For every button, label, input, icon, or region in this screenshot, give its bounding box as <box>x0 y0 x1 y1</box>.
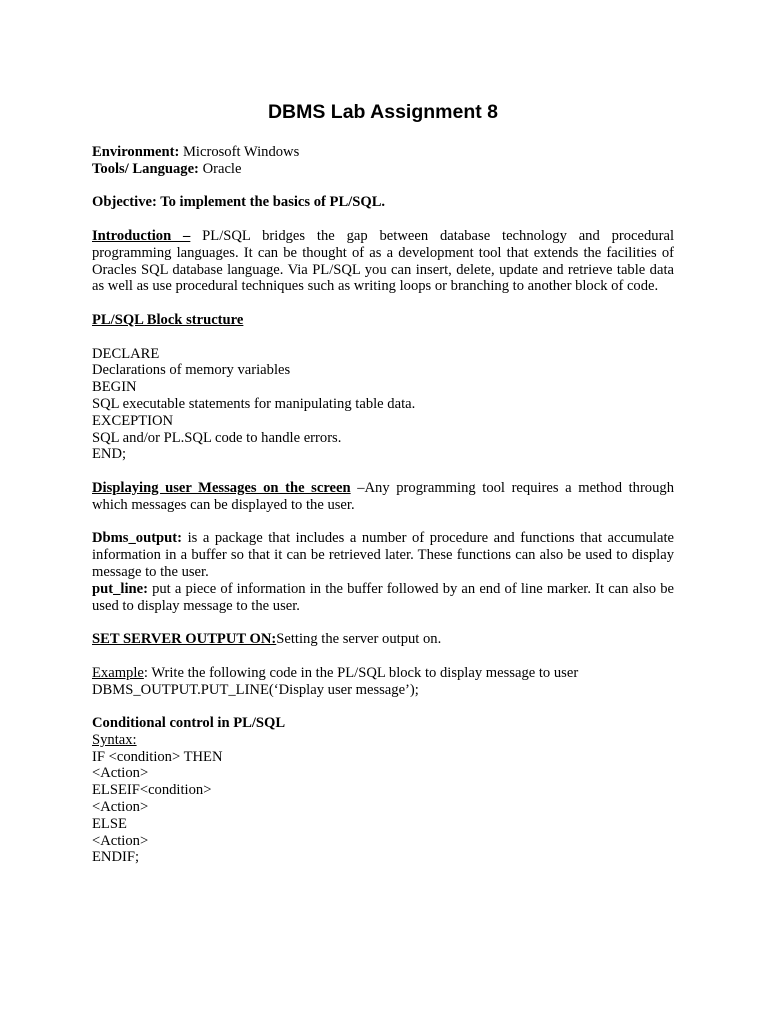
example-label: Example <box>92 664 144 681</box>
conditional-heading: Conditional control in PL/SQL <box>92 715 286 732</box>
spacer <box>92 329 674 346</box>
code-line: Declarations of memory variables <box>92 362 291 379</box>
spacer <box>92 648 674 665</box>
code-line: DECLARE <box>92 345 160 362</box>
tools-line <box>92 161 674 178</box>
code-line: <Action> <box>92 799 149 816</box>
displaying-paragraph <box>92 480 674 514</box>
introduction-paragraph <box>92 228 674 295</box>
put-line-paragraph <box>92 581 674 615</box>
code-line: IF <condition> THEN <box>92 748 223 765</box>
example-code: DBMS_OUTPUT.PUT_LINE(‘Display user message’); <box>92 681 419 698</box>
block-structure-heading: PL/SQL Block structure <box>92 311 244 328</box>
environment-label: Environment: <box>92 144 180 160</box>
tools-value: Oracle <box>198 160 242 177</box>
environment-value: Microsoft Windows <box>179 144 300 160</box>
example-paragraph <box>92 665 674 682</box>
document-title: DBMS Lab Assignment 8 <box>267 101 499 123</box>
syntax-label: Syntax: <box>92 731 137 748</box>
dbms-output-label: Dbms_output: <box>92 530 183 547</box>
dbms-output-paragraph <box>92 530 674 580</box>
spacer <box>92 514 674 531</box>
displaying-text: –Any programming tool requires a method through which messages can be displayed to the user. <box>92 479 674 513</box>
set-server-label: SET SERVER OUTPUT ON: <box>92 631 277 648</box>
set-server-text: Setting the server output on. <box>276 631 442 648</box>
code-line: BEGIN <box>92 379 137 396</box>
set-server-paragraph <box>92 631 674 648</box>
introduction-text: PL/SQL bridges the gap between database technology and procedural programming languages. It can be thought of as a development tool that extends the facilities of Oracles SQL database language. Via PL/SQL you can insert, delete, update and retrieve table data as well as use procedural techniques such as writing loops or branching to another block of code. <box>92 227 674 295</box>
code-line: ELSEIF<condition> <box>92 782 212 799</box>
spacer <box>92 295 674 312</box>
document-body <box>92 144 674 866</box>
code-line: ELSE <box>92 815 127 832</box>
objective-line: Objective: To implement the basics of PL/SQL. <box>92 194 386 211</box>
spacer <box>92 698 674 715</box>
spacer <box>92 211 674 228</box>
example-text: : Write the following code in the PL/SQL block to display message to user <box>143 664 579 681</box>
code-line: ENDIF; <box>92 849 140 866</box>
code-line: <Action> <box>92 765 149 782</box>
code-line: END; <box>92 446 127 463</box>
spacer <box>92 614 674 631</box>
put-line-label: put_line: <box>92 580 148 597</box>
put-line-text: put a piece of information in the buffer followed by an end of line marker. It can also be used to display message to the user. <box>92 580 674 614</box>
spacer <box>92 463 674 480</box>
tools-label: Tools/ Language: <box>92 160 199 177</box>
code-line: EXCEPTION <box>92 412 174 429</box>
introduction-label: Introduction – <box>92 227 191 244</box>
conditional-code <box>92 749 674 867</box>
spacer <box>92 178 674 195</box>
dbms-output-text: is a package that includes a number of procedure and functions that accumulate information in a buffer so that it can be retrieved later. These functions can also be used to display message to the user. <box>92 530 674 580</box>
environment-line <box>92 144 674 161</box>
code-line: SQL and/or PL.SQL code to handle errors. <box>92 429 342 446</box>
displaying-label: Displaying user Messages on the screen <box>92 479 351 496</box>
code-line: SQL executable statements for manipulating table data. <box>92 395 416 412</box>
code-line: <Action> <box>92 832 149 849</box>
block-structure-code <box>92 346 674 464</box>
